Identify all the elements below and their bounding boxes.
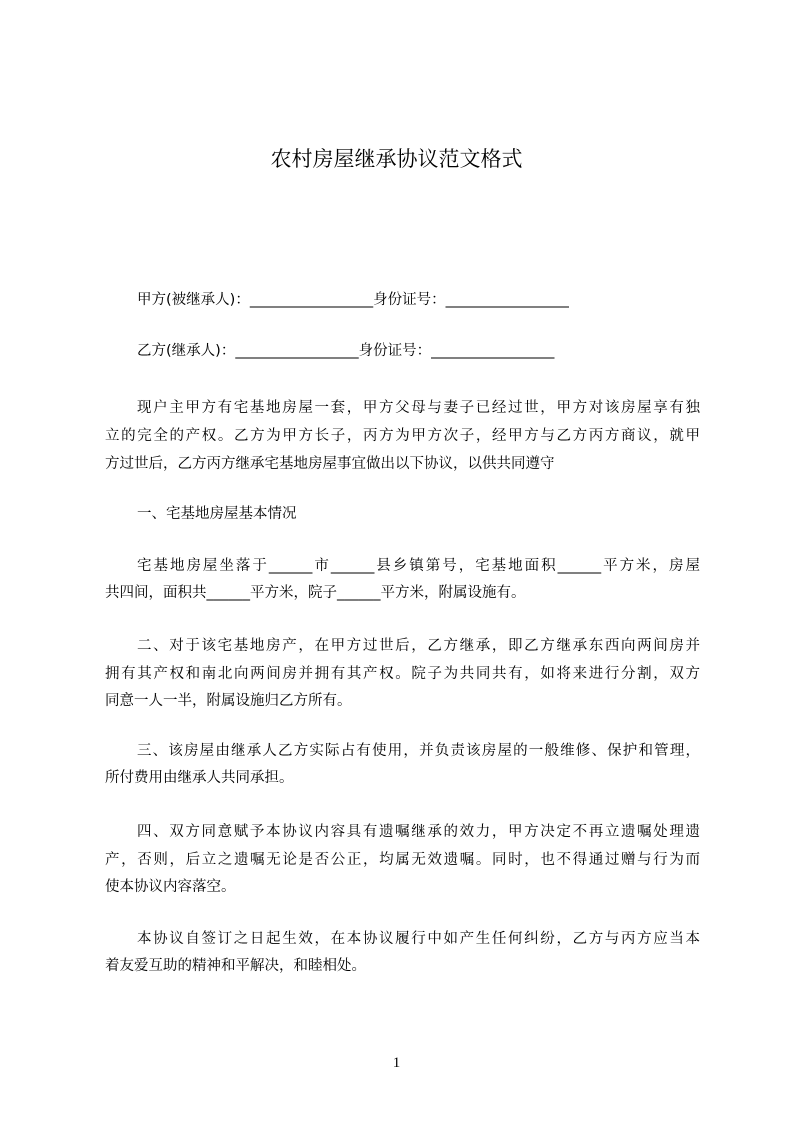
- page-number: 1: [392, 1055, 401, 1071]
- closing-line: 着友爱互助的精神和平解决，和睦相处。: [105, 958, 366, 974]
- party-b-line: 乙方(继承人)：_________________身份证号：_________________: [137, 343, 555, 359]
- party-a-line: 甲方(被继承人)：_________________身份证号：_________________: [137, 292, 569, 308]
- clause-3-line: 三、该房屋由继承人乙方实际占有使用，并负责该房屋的一般维修、保护和管理，: [137, 743, 700, 759]
- paragraph-intro-line: 方过世后，乙方丙方继承宅基地房屋事宜做出以下协议，以供共同遵守: [105, 456, 555, 472]
- paragraph-location-line: 宅基地房屋坐落于______市______县乡镇第号，宅基地面积______平方米，房屋: [137, 558, 700, 574]
- paragraph-intro-line: 立的完全的产权。乙方为甲方长子，丙方为甲方次子，经甲方与乙方丙方商议，就甲: [105, 428, 700, 444]
- clause-4-line: 产，否则，后立之遗嘱无论是否公正，均属无效遗嘱。同时，也不得通过赠与行为而: [105, 852, 700, 868]
- clause-2-line: 二、对于该宅基地房产，在甲方过世后，乙方继承，即乙方继承东西向两间房并: [137, 638, 700, 654]
- clause-2-line: 拥有其产权和南北向两间房并拥有其产权。院子为共同共有，如将来进行分割，双方: [105, 666, 700, 682]
- clause-4-line: 使本协议内容落空。: [105, 879, 236, 895]
- clause-4-line: 四、双方同意赋予本协议内容具有遗嘱继承的效力，甲方决定不再立遗嘱处理遗: [137, 824, 700, 840]
- paragraph-intro-line: 现户主甲方有宅基地房屋一套，甲方父母与妻子已经过世，甲方对该房屋享有独: [137, 400, 700, 416]
- closing-line: 本协议自签订之日起生效，在本协议履行中如产生任何纠纷，乙方与丙方应当本: [137, 931, 700, 947]
- section-heading: 一、宅基地房屋基本情况: [137, 506, 297, 522]
- clause-3-line: 所付费用由继承人共同承担。: [105, 770, 294, 786]
- paragraph-location-line: 共四间，面积共______平方米，院子______平方米，附属设施有。: [105, 585, 526, 601]
- clause-2-line: 同意一人一半，附属设施归乙方所有。: [105, 693, 352, 709]
- document-title: 农村房屋继承协议范文格式: [270, 147, 523, 171]
